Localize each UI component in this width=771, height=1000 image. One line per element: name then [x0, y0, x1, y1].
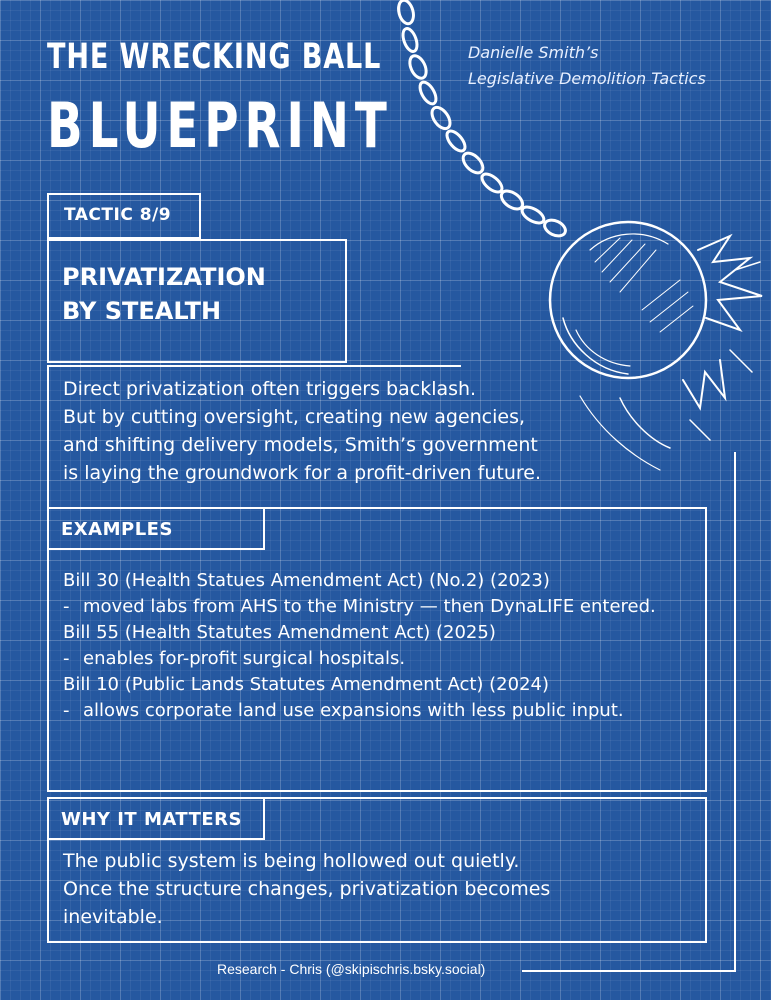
why-heading: WHY IT MATTERS — [61, 809, 242, 830]
tactic-label: TACTIC 8/9 — [64, 205, 172, 225]
bill-note-text: moved labs from AHS to the Ministry — then DynaLIFE entered. — [83, 596, 656, 617]
intro-line: and shifting delivery models, Smith’s government — [63, 434, 538, 456]
dash-bullet: - — [63, 700, 70, 721]
headline-box — [47, 239, 347, 363]
intro-left-rule — [47, 365, 49, 508]
bill-title: Bill 10 (Public Lands Statutes Amendment Act) (2024) — [63, 674, 550, 695]
footer-rule — [522, 970, 736, 972]
list-item — [63, 672, 703, 724]
why-line: inevitable. — [63, 906, 163, 928]
list-item — [63, 620, 703, 672]
bill-note-text: allows corporate land use expansions with less public input. — [83, 700, 624, 721]
bill-title: Bill 55 (Health Statutes Amendment Act) (2025) — [63, 622, 496, 643]
subtitle-line-2: Legislative Demolition Tactics — [468, 69, 706, 88]
headline — [62, 260, 342, 328]
intro-line: Direct privatization often triggers backlash. — [63, 378, 477, 400]
intro-text — [63, 375, 623, 487]
footer-credit: Research - Chris (@skipischris.bsky.social) — [217, 961, 486, 977]
bill-note — [63, 698, 703, 724]
list-item — [63, 568, 703, 620]
why-line: Once the structure changes, privatization becomes — [63, 878, 551, 900]
why-text — [63, 847, 683, 931]
headline-line-2: BY STEALTH — [62, 297, 222, 325]
why-line: The public system is being hollowed out quietly. — [63, 850, 520, 872]
intro-line: is laying the groundwork for a profit-driven future. — [63, 462, 541, 484]
bill-title: Bill 30 (Health Statues Amendment Act) (No.2) (2023) — [63, 570, 550, 591]
tactic-tag — [47, 193, 201, 239]
bill-note-text: enables for-profit surgical hospitals. — [83, 648, 406, 669]
bill-note — [63, 594, 703, 620]
examples-heading: EXAMPLES — [61, 519, 173, 540]
frame-right-rule — [734, 452, 736, 972]
examples-tab — [47, 507, 265, 550]
dash-bullet: - — [63, 596, 70, 617]
examples-list — [63, 568, 703, 724]
dash-bullet: - — [63, 648, 70, 669]
intro-top-rule — [47, 365, 461, 367]
title-line-2: BLUEPRINT — [47, 89, 393, 162]
subtitle-line-1: Danielle Smith’s — [468, 43, 599, 62]
bill-note — [63, 646, 703, 672]
headline-line-1: PRIVATIZATION — [62, 263, 266, 291]
title-line-1: THE WRECKING BALL — [47, 37, 382, 77]
why-tab — [47, 797, 265, 840]
intro-line: But by cutting oversight, creating new agencies, — [63, 406, 526, 428]
